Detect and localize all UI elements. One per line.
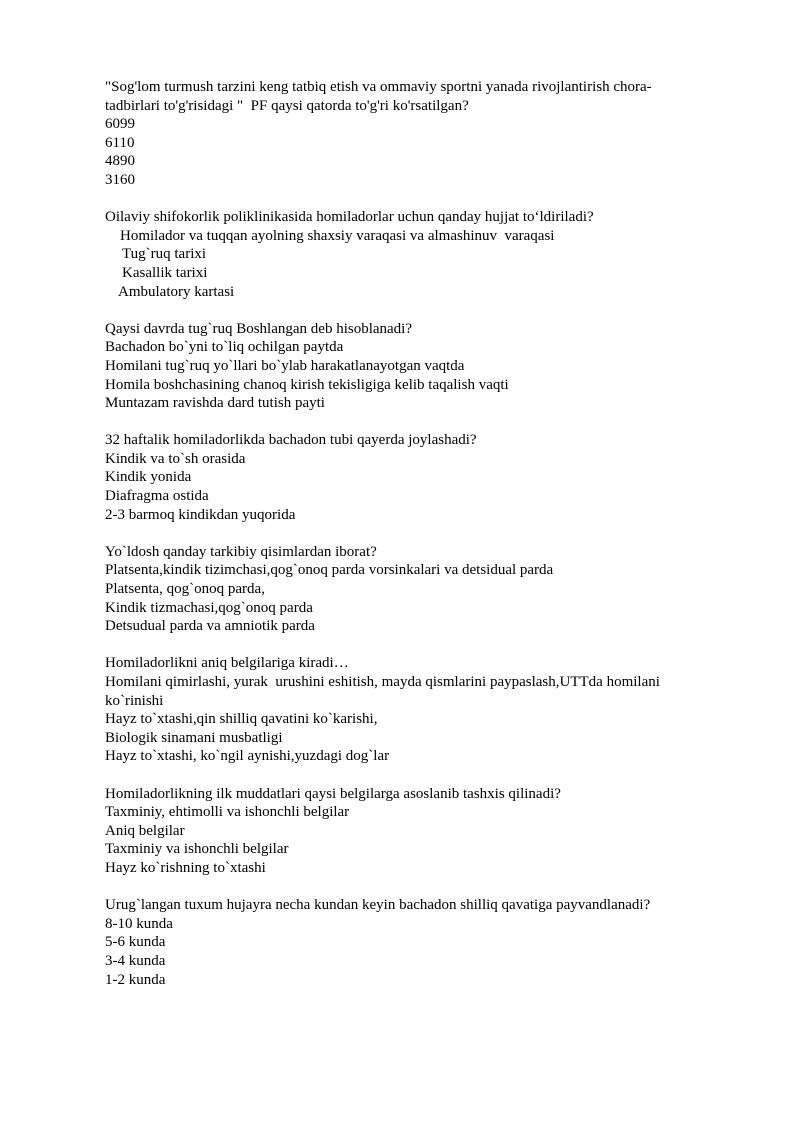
answer-option: Taxminiy va ishonchli belgilar xyxy=(105,841,289,858)
answer-option: Detsudual parda va amniotik parda xyxy=(105,618,315,635)
question-text: 32 haftalik homiladorlikda bachadon tubi qayerda joylashadi? xyxy=(105,432,477,449)
question-block-1 xyxy=(105,78,715,190)
answer-option: Homila boshchasining chanoq kirish tekisligiga kelib taqalish vaqti xyxy=(105,376,509,393)
question-block-3 xyxy=(105,320,715,413)
document-page xyxy=(105,78,715,1008)
answer-option: Homilador va tuqqan ayolning shaxsiy varaqasi va almashinuv varaqasi xyxy=(120,227,555,244)
answer-option: Bachadon bo`yni to`liq ochilgan paytda xyxy=(105,339,344,356)
answer-option-line: ko`rinishi xyxy=(105,692,164,709)
answer-option: Kindik tizmachasi,qog`onoq parda xyxy=(105,599,313,616)
answer-option: Ambulatory kartasi xyxy=(118,283,235,300)
question-text: Qaysi davrda tug`ruq Boshlangan deb hisoblanadi? xyxy=(105,320,413,337)
question-text: Yo`ldosh qanday tarkibiy qisimlardan iborat? xyxy=(105,543,377,560)
question-text: Urug`langan tuxum hujayra necha kundan keyin bachadon shilliq qavatiga payvandlanadi? xyxy=(105,897,651,914)
answer-option: Hayz to`xtashi,qin shilliq qavatini ko`karishi, xyxy=(105,711,378,728)
answer-option: 6110 xyxy=(105,134,135,151)
answer-option: Kindik va to`sh orasida xyxy=(105,450,246,467)
answer-option: Hayz ko`rishning to`xtashi xyxy=(105,859,266,876)
question-block-4 xyxy=(105,431,715,524)
answer-option: Aniq belgilar xyxy=(105,822,185,839)
question-text: Oilaviy shifokorlik poliklinikasida homiladorlar uchun qanday hujjat to‘ldiriladi? xyxy=(105,209,594,226)
answer-option: Biologik sinamani musbatligi xyxy=(105,729,283,746)
question-block-6 xyxy=(105,654,715,766)
answer-option: Tug`ruq tarixi xyxy=(122,246,207,263)
answer-option: Kindik yonida xyxy=(105,469,192,486)
answer-option: Taxminiy, ehtimolli va ishonchli belgilar xyxy=(105,804,350,821)
question-text: Homiladorlikni aniq belgilariga kiradi… xyxy=(105,655,349,672)
answer-option: 2-3 barmoq kindikdan yuqorida xyxy=(105,506,296,523)
question-text-line: tadbirlari to'g'risidagi " PF qaysi qatorda to'g'ri ko'rsatilgan? xyxy=(105,97,469,114)
answer-option: Homilani tug`ruq yo`llari bo`ylab harakatlanayotgan vaqtda xyxy=(105,357,465,374)
answer-option-line: Homilani qimirlashi, yurak urushini eshitish, mayda qismlarini paypaslash,UTTda homilani xyxy=(105,674,660,690)
answer-option: 4890 xyxy=(105,153,135,170)
answer-option: 5-6 kunda xyxy=(105,934,166,951)
question-block-7 xyxy=(105,785,715,878)
question-block-5 xyxy=(105,543,715,636)
answer-option: 1-2 kunda xyxy=(105,971,166,988)
answer-option: Kasallik tarixi xyxy=(122,264,208,281)
question-block-2 xyxy=(105,208,715,301)
answer-option: 6099 xyxy=(105,116,135,133)
answer-option: Platsenta,kindik tizimchasi,qog`onoq parda vorsinkalari va detsidual parda xyxy=(105,562,554,579)
question-text: Homiladorlikning ilk muddatlari qaysi belgilarga asoslanib tashxis qilinadi? xyxy=(105,785,561,802)
answer-option: 8-10 kunda xyxy=(105,915,173,932)
question-text-line: "Sog'lom turmush tarzini keng tatbiq etish va ommaviy sportni yanada rivojlantirish chora- xyxy=(105,79,652,95)
question-block-8 xyxy=(105,896,715,989)
answer-option: 3-4 kunda xyxy=(105,952,166,969)
answer-option: Muntazam ravishda dard tutish payti xyxy=(105,395,325,412)
answer-option: Hayz to`xtashi, ko`ngil aynishi,yuzdagi dog`lar xyxy=(105,748,390,765)
answer-option: Diafragma ostida xyxy=(105,488,209,505)
answer-option: 3160 xyxy=(105,171,135,188)
answer-option: Platsenta, qog`onoq parda, xyxy=(105,581,265,598)
